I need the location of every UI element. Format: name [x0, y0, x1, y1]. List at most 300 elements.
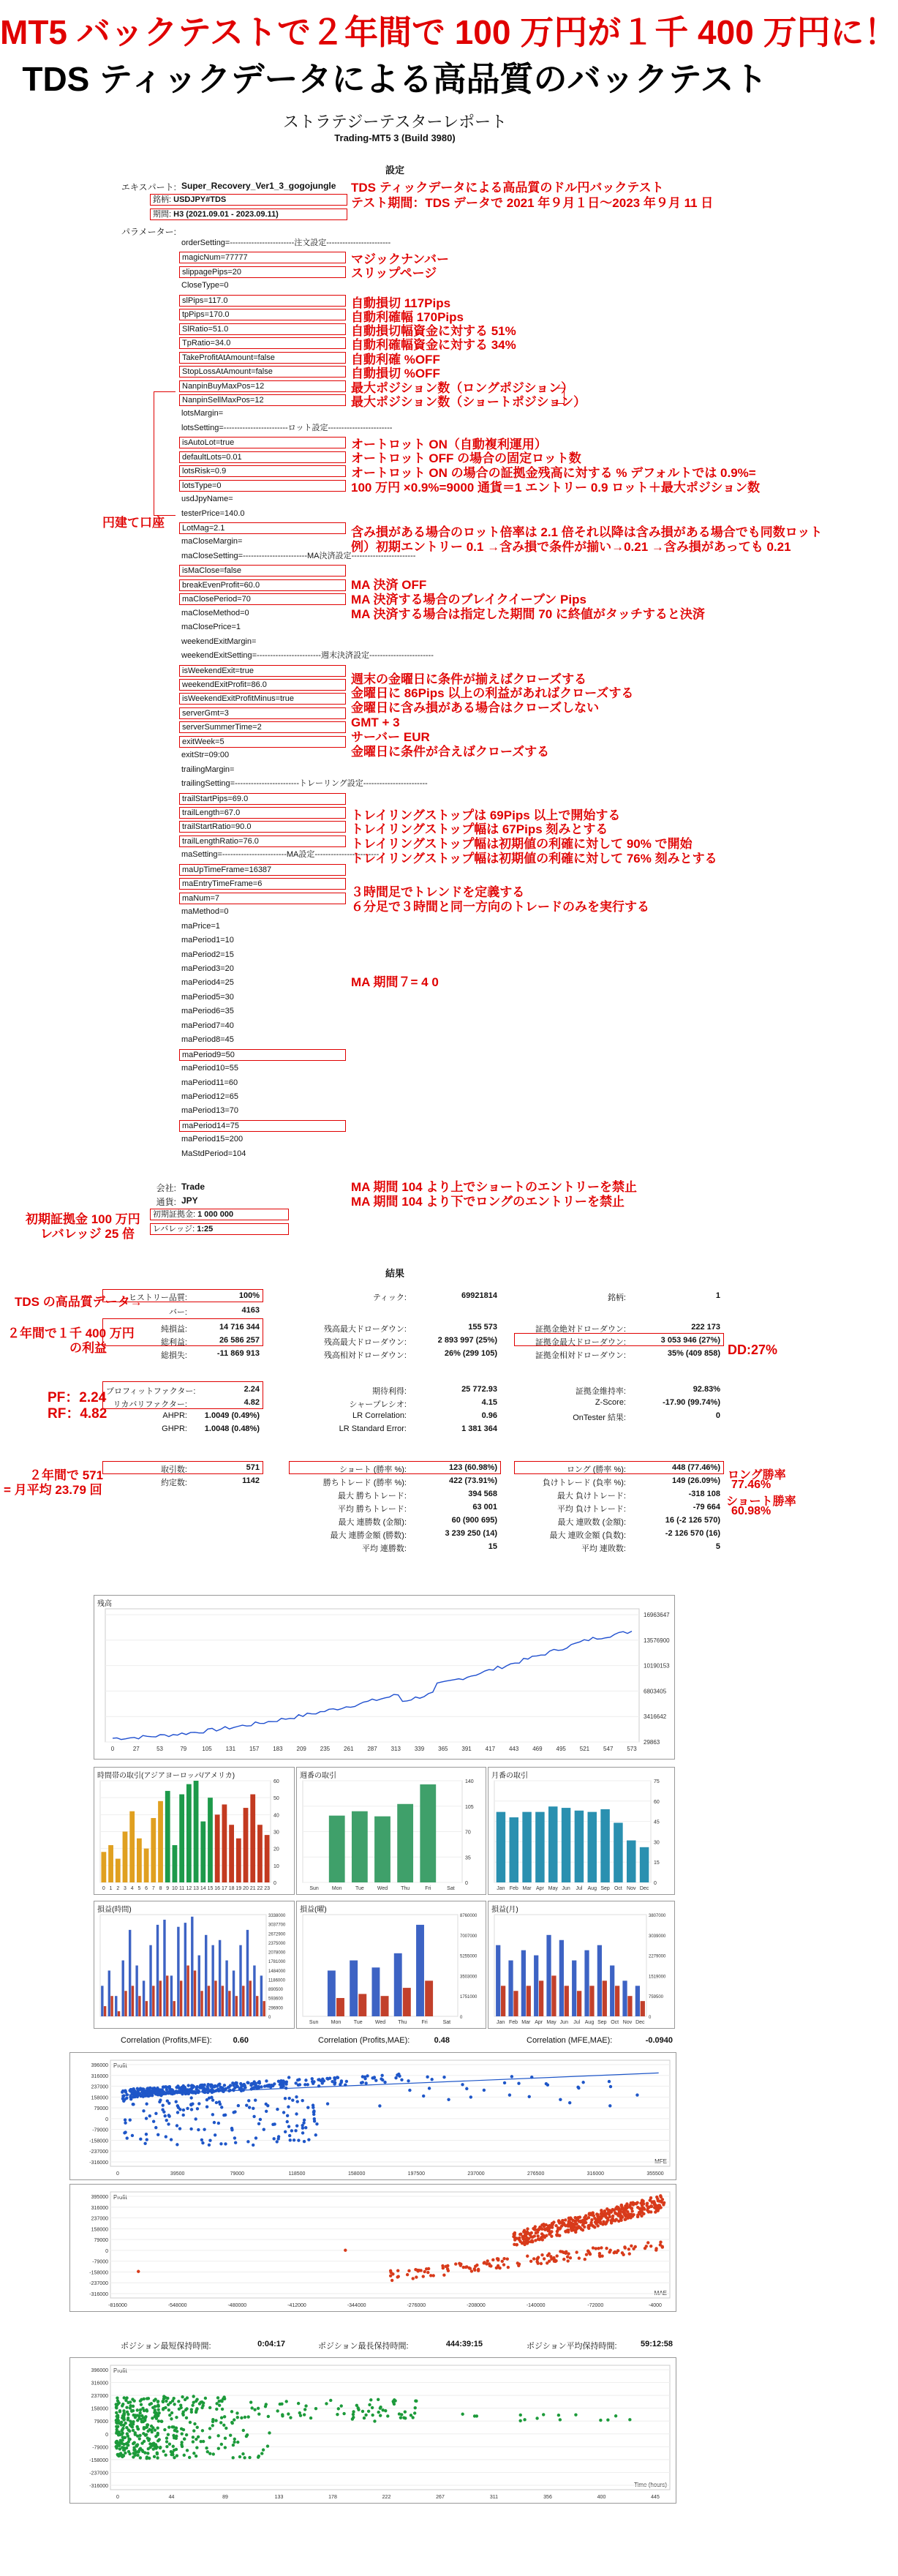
data-point [120, 2433, 123, 2436]
plot-area [105, 1609, 639, 1742]
data-point [587, 2227, 590, 2230]
param-text: trailStartPips=69.0 [182, 794, 249, 803]
data-point [371, 2406, 374, 2409]
y-tick-label: 395000 [91, 2195, 108, 2200]
bar [575, 1811, 584, 1882]
data-point [446, 2264, 449, 2267]
data-point [314, 2407, 317, 2410]
param-text: TpRatio=34.0 [182, 339, 231, 348]
plot-area [110, 2192, 670, 2298]
data-point [156, 2408, 159, 2411]
data-point [503, 2081, 506, 2084]
profit-bar [205, 1935, 207, 2016]
x-tick-label: 365 [438, 1746, 448, 1752]
annotation-text: MA 決済する場合は指定した期間 70 に終値がタッチすると決済 [351, 607, 705, 621]
data-point [115, 2406, 118, 2408]
params-label: パラメーター: [121, 227, 176, 237]
trades-highlight [102, 1461, 263, 1474]
y-tick-label: 316000 [91, 2205, 108, 2211]
mae-chart [69, 2184, 676, 2312]
period-value: H3 (2021.09.01 - 2023.09.11) [173, 210, 279, 219]
data-point [203, 2089, 205, 2092]
note-fixed-yen: 円建て口座 [102, 516, 165, 530]
note-dd: DD:27% [728, 1343, 778, 1357]
y-tick-label: 50 [273, 1796, 279, 1802]
data-point [124, 2122, 127, 2125]
data-point [340, 2079, 343, 2082]
param-text: maPeriod3=20 [181, 964, 234, 973]
note-short-1: ショート勝率 [726, 1495, 796, 1508]
data-point [126, 2432, 129, 2435]
x-tick-label: 23 [264, 1886, 271, 1891]
data-point [248, 2456, 251, 2459]
x-tick-label: 183 [273, 1746, 283, 1752]
data-point [578, 2256, 581, 2259]
annotation-text: ６分足で３時間と同一方向のトレードのみを実行する [351, 900, 649, 914]
result-label: Z-Score: [595, 1398, 626, 1407]
data-point [605, 2220, 608, 2223]
x-tick-label: 15 [207, 1886, 214, 1891]
data-point [398, 2412, 401, 2415]
profit-bar [101, 1986, 103, 2016]
data-point [252, 2115, 255, 2118]
data-point [181, 2412, 184, 2415]
param-text: weekendExitMargin= [181, 637, 257, 646]
data-point [551, 2226, 554, 2228]
data-point [127, 2437, 130, 2440]
data-point [592, 2246, 595, 2249]
data-point [469, 2267, 472, 2270]
period-row [150, 209, 347, 220]
data-point [597, 2247, 600, 2250]
data-point [604, 2212, 607, 2215]
data-point [306, 2106, 309, 2109]
company-label: 会社: [156, 1183, 176, 1193]
data-point [542, 2223, 545, 2226]
result-label: 勝ちトレード (勝率 %): [322, 1479, 407, 1487]
data-point [364, 2081, 367, 2084]
result-label: LR Standard Error: [339, 1424, 407, 1433]
result-label: 平均 連敗数: [581, 1544, 626, 1553]
y-tick-label: 3503000 [460, 1975, 478, 1980]
param-text: breakEvenProfit=60.0 [182, 580, 260, 590]
param-row [179, 921, 346, 933]
data-point [486, 2259, 489, 2262]
data-point [576, 2217, 578, 2220]
data-point [381, 2408, 384, 2411]
loss-bar [200, 1991, 203, 2016]
profit-bar [416, 1925, 424, 2016]
y-tick-label: -158000 [89, 2457, 108, 2463]
x-tick-label: 313 [390, 1746, 401, 1752]
data-point [512, 2232, 515, 2235]
data-point [218, 2083, 221, 2086]
param-row [179, 693, 346, 705]
loss-bar [539, 1980, 543, 2016]
profit-bar [184, 1923, 186, 2016]
data-point [257, 2407, 260, 2410]
data-point [394, 2076, 397, 2079]
mfe-chart-svg [70, 2053, 677, 2181]
y-tick-label: -158000 [89, 2138, 108, 2144]
data-point [293, 2138, 295, 2141]
data-point [236, 2441, 239, 2444]
data-point [200, 2138, 203, 2141]
data-point [234, 2141, 237, 2144]
loss-bar [403, 1988, 411, 2016]
data-point [303, 2413, 306, 2416]
data-point [148, 2091, 151, 2094]
data-point [206, 2450, 209, 2453]
param-row [179, 1092, 346, 1103]
y-tick-label: 158000 [91, 2095, 108, 2101]
data-point [163, 2428, 166, 2431]
param-row [179, 1049, 346, 1061]
data-point [617, 2220, 620, 2223]
x-tick-label: 44 [168, 2495, 175, 2500]
data-point [548, 2233, 551, 2236]
data-point [652, 2200, 655, 2203]
bar [588, 1812, 597, 1882]
data-point [172, 2445, 175, 2448]
profit-bar [597, 1945, 602, 2016]
result-value: 4.15 [481, 1398, 497, 1407]
data-point [176, 2104, 179, 2107]
x-tick-label: -4000 [649, 2303, 662, 2308]
data-point [118, 2447, 121, 2450]
pl-month-chart-title: 損益(月) [491, 1906, 518, 1914]
data-point [442, 2273, 445, 2276]
param-text: exitStr=09:00 [181, 751, 230, 760]
data-point [396, 2269, 399, 2272]
x-tick-label: 8 [159, 1886, 162, 1891]
data-point [116, 2397, 118, 2400]
hold-max-value: 444:39:15 [445, 2340, 483, 2348]
data-point [523, 2418, 526, 2421]
data-point [554, 2259, 557, 2262]
bar [215, 1814, 220, 1882]
data-point [313, 2119, 316, 2122]
data-point [146, 2455, 148, 2458]
data-point [441, 2264, 444, 2267]
data-point [404, 2417, 407, 2419]
result-value: 63 001 [472, 1503, 497, 1512]
annotation-text: MA 決済 OFF [351, 578, 427, 592]
data-point [415, 2275, 418, 2278]
bar [222, 1804, 227, 1882]
loss-bar [336, 1998, 344, 2016]
data-point [181, 2432, 184, 2435]
data-point [259, 2118, 262, 2121]
param-row [179, 622, 346, 634]
x-tick-label: 0 [116, 2171, 119, 2177]
note-rf: RF：4.82 [48, 1406, 107, 1422]
param-row [179, 536, 346, 548]
param-text: maCloseMethod=0 [181, 608, 249, 617]
data-point [176, 2143, 178, 2146]
data-point [155, 2446, 158, 2449]
annotation-text: 最大ポジション数（ショートポジション） [351, 395, 586, 409]
x-tick-label: 0 [110, 1746, 115, 1752]
data-point [557, 2414, 560, 2417]
data-point [378, 2104, 381, 2107]
data-point [562, 2258, 565, 2261]
param-row [179, 765, 346, 776]
x-tick-label: Jan [497, 2020, 505, 2025]
data-point [517, 2082, 520, 2085]
data-point [294, 2129, 297, 2132]
data-point [146, 2138, 148, 2141]
y-tick-label: -158000 [89, 2270, 108, 2276]
data-point [116, 2430, 118, 2433]
data-point [546, 2229, 549, 2232]
data-point [183, 2438, 186, 2441]
note-long-1: ロング勝率 [728, 1469, 786, 1482]
result-value: 422 (73.91%) [448, 1476, 497, 1485]
data-point [224, 2142, 227, 2145]
data-point [186, 2449, 189, 2452]
param-row [179, 1063, 346, 1075]
y-tick-label: 1186000 [268, 1978, 285, 1983]
data-point [145, 2433, 148, 2436]
data-point [536, 2234, 539, 2237]
data-point [642, 2207, 645, 2209]
param-text: maUpTimeFrame=16387 [182, 865, 272, 874]
param-text: LotMag=2.1 [182, 524, 225, 533]
x-tick-label: 261 [344, 1746, 354, 1752]
bar [627, 1841, 635, 1882]
data-point [299, 2414, 302, 2417]
result-value: 2.24 [244, 1385, 260, 1394]
data-point [559, 2226, 562, 2229]
data-point [143, 2142, 146, 2145]
param-row [179, 977, 346, 989]
param-row [179, 494, 346, 506]
annotation-text: オートロット ON（自動複利運用） [351, 438, 547, 451]
data-point [372, 2076, 375, 2079]
data-point [297, 2138, 300, 2141]
y-tick-label: 237000 [91, 2084, 108, 2090]
data-point [121, 2414, 124, 2417]
param-text: slPips=117.0 [182, 296, 228, 305]
data-point [232, 2444, 235, 2447]
data-point [645, 2245, 648, 2248]
param-row [179, 266, 346, 278]
x-tick-label: 445 [651, 2495, 660, 2500]
data-point [173, 2429, 176, 2432]
data-point [175, 2416, 178, 2419]
data-point [148, 2446, 151, 2449]
x-tick-label: Tue [353, 2020, 363, 2025]
sub-title: TDS ティックデータによる高品質のバックテスト [22, 60, 768, 98]
data-point [572, 2219, 575, 2222]
param-row [179, 878, 346, 890]
result-label: ティック: [372, 1293, 407, 1302]
data-point [426, 2076, 429, 2079]
data-point [636, 2215, 639, 2218]
data-point [180, 2443, 183, 2446]
data-point [189, 2096, 192, 2099]
param-text: MaStdPeriod=104 [181, 1149, 246, 1158]
result-value: 123 (60.98%) [448, 1463, 497, 1472]
param-row [179, 608, 346, 620]
y-tick-label: -237000 [89, 2149, 108, 2155]
data-point [162, 2449, 165, 2452]
param-row [179, 650, 434, 662]
data-point [145, 2408, 148, 2411]
loss-bar [501, 1986, 505, 2016]
month-chart-title: 月番の取引 [491, 1772, 528, 1780]
data-point [608, 2104, 611, 2107]
data-point [641, 2198, 644, 2201]
balance-chart [94, 1595, 675, 1760]
data-point [138, 2411, 141, 2414]
data-point [205, 2105, 208, 2108]
data-point [186, 2084, 189, 2087]
x-tick-label: Mar [522, 1886, 532, 1891]
data-point [367, 2410, 370, 2413]
data-point [154, 2126, 157, 2129]
data-point [175, 2100, 178, 2103]
param-text: lotsMargin= [181, 409, 224, 418]
data-point [156, 2452, 159, 2455]
result-value: 0 [715, 1411, 720, 1420]
data-point [215, 2101, 218, 2104]
param-row [179, 337, 346, 349]
data-point [115, 2411, 118, 2414]
data-point [528, 2095, 531, 2098]
data-point [125, 2406, 128, 2408]
param-text: maPeriod10=55 [181, 1064, 238, 1073]
data-point [230, 2127, 233, 2130]
data-point [397, 2073, 400, 2076]
x-tick-label: 17 [221, 1886, 227, 1891]
result-label: 証拠金維持率: [575, 1387, 626, 1396]
data-point [475, 2414, 478, 2417]
data-point [257, 2122, 260, 2125]
param-row [179, 323, 346, 335]
data-point [211, 2418, 214, 2421]
param-text: lotsSetting=------------------------ロット設定------------------------ [181, 423, 393, 432]
data-point [659, 2206, 662, 2209]
data-point [414, 2406, 417, 2409]
loss-bar [358, 1994, 366, 2016]
param-row [179, 508, 346, 520]
data-point [286, 2120, 289, 2123]
result-label: 銘柄: [607, 1293, 626, 1302]
data-point [624, 2204, 627, 2207]
data-point [143, 2451, 146, 2454]
annotation-text: MA 期間 104 より上でショートのエントリーを禁止 [351, 1180, 637, 1194]
y-tick-label: 8760000 [460, 1914, 478, 1918]
data-point [447, 2098, 450, 2101]
data-point [170, 2089, 173, 2092]
x-tick-label: Mon [331, 2020, 342, 2025]
loss-bar [166, 1975, 168, 2016]
data-point [176, 2086, 179, 2089]
x-tick-label: 178 [328, 2495, 337, 2500]
data-point [304, 2404, 307, 2407]
x-tick-label: 12 [186, 1886, 192, 1891]
data-point [518, 2238, 521, 2241]
data-point [122, 2100, 125, 2103]
result-label: AHPR: [162, 1411, 187, 1420]
data-point [148, 2428, 151, 2431]
data-point [176, 2111, 179, 2114]
y-tick-label: -237000 [89, 2281, 108, 2287]
param-text: SlRatio=51.0 [182, 324, 229, 334]
data-point [597, 2220, 600, 2223]
x-tick-label: 0 [116, 2495, 119, 2500]
data-point [230, 2410, 233, 2413]
data-point [604, 2215, 607, 2218]
data-point [333, 2081, 336, 2084]
data-point [297, 2402, 300, 2405]
data-point [260, 2452, 263, 2455]
data-point [282, 2084, 284, 2087]
x-tick-label: 105 [202, 1746, 212, 1752]
data-point [120, 2423, 123, 2426]
loss-bar [124, 1991, 127, 2016]
x-tick-label: 10 [172, 1886, 178, 1891]
data-point [632, 2248, 635, 2250]
x-tick-label: Jun [559, 2020, 568, 2025]
note-quality: TDS の高品質データ→ [15, 1295, 143, 1309]
data-point [502, 2257, 505, 2260]
data-point [407, 2079, 410, 2082]
data-point [211, 2098, 214, 2101]
y-tick-label: 3039000 [649, 1934, 666, 1939]
data-point [540, 2253, 543, 2256]
profit-highlight [102, 1318, 263, 1346]
profit-bar [135, 1966, 137, 2017]
bar [265, 1835, 270, 1882]
param-text: maClosePrice=1 [181, 623, 241, 632]
data-point [526, 2255, 529, 2258]
data-point [229, 2434, 232, 2437]
y-tick-label: 0 [105, 2432, 108, 2438]
x-tick-label: 209 [296, 1746, 306, 1752]
param-row [179, 480, 346, 492]
param-row [179, 679, 346, 691]
param-row [179, 750, 346, 762]
bar [144, 1849, 149, 1882]
y-tick-label: 0 [105, 2248, 108, 2254]
data-point [158, 2100, 161, 2103]
data-point [144, 2089, 147, 2092]
data-point [123, 2448, 126, 2451]
pl-month-chart [488, 1901, 675, 2029]
symbol-label: 銘柄: [153, 195, 172, 204]
loss-bar [118, 2011, 120, 2016]
data-point [585, 2253, 588, 2256]
param-row [179, 465, 346, 477]
data-point [488, 2264, 491, 2267]
data-point [307, 2138, 310, 2141]
data-point [550, 2258, 553, 2261]
profit-bar [521, 1950, 526, 2016]
data-point [249, 2400, 252, 2403]
result-label: 証拠金相対ドローダウン: [535, 1351, 626, 1360]
data-point [165, 2436, 168, 2439]
data-point [195, 2408, 198, 2411]
data-point [295, 2112, 298, 2115]
data-point [181, 2395, 184, 2398]
result-value: 14 716 344 [219, 1323, 260, 1332]
data-point [185, 2433, 188, 2436]
data-point [217, 2122, 220, 2125]
data-point [215, 2402, 218, 2405]
